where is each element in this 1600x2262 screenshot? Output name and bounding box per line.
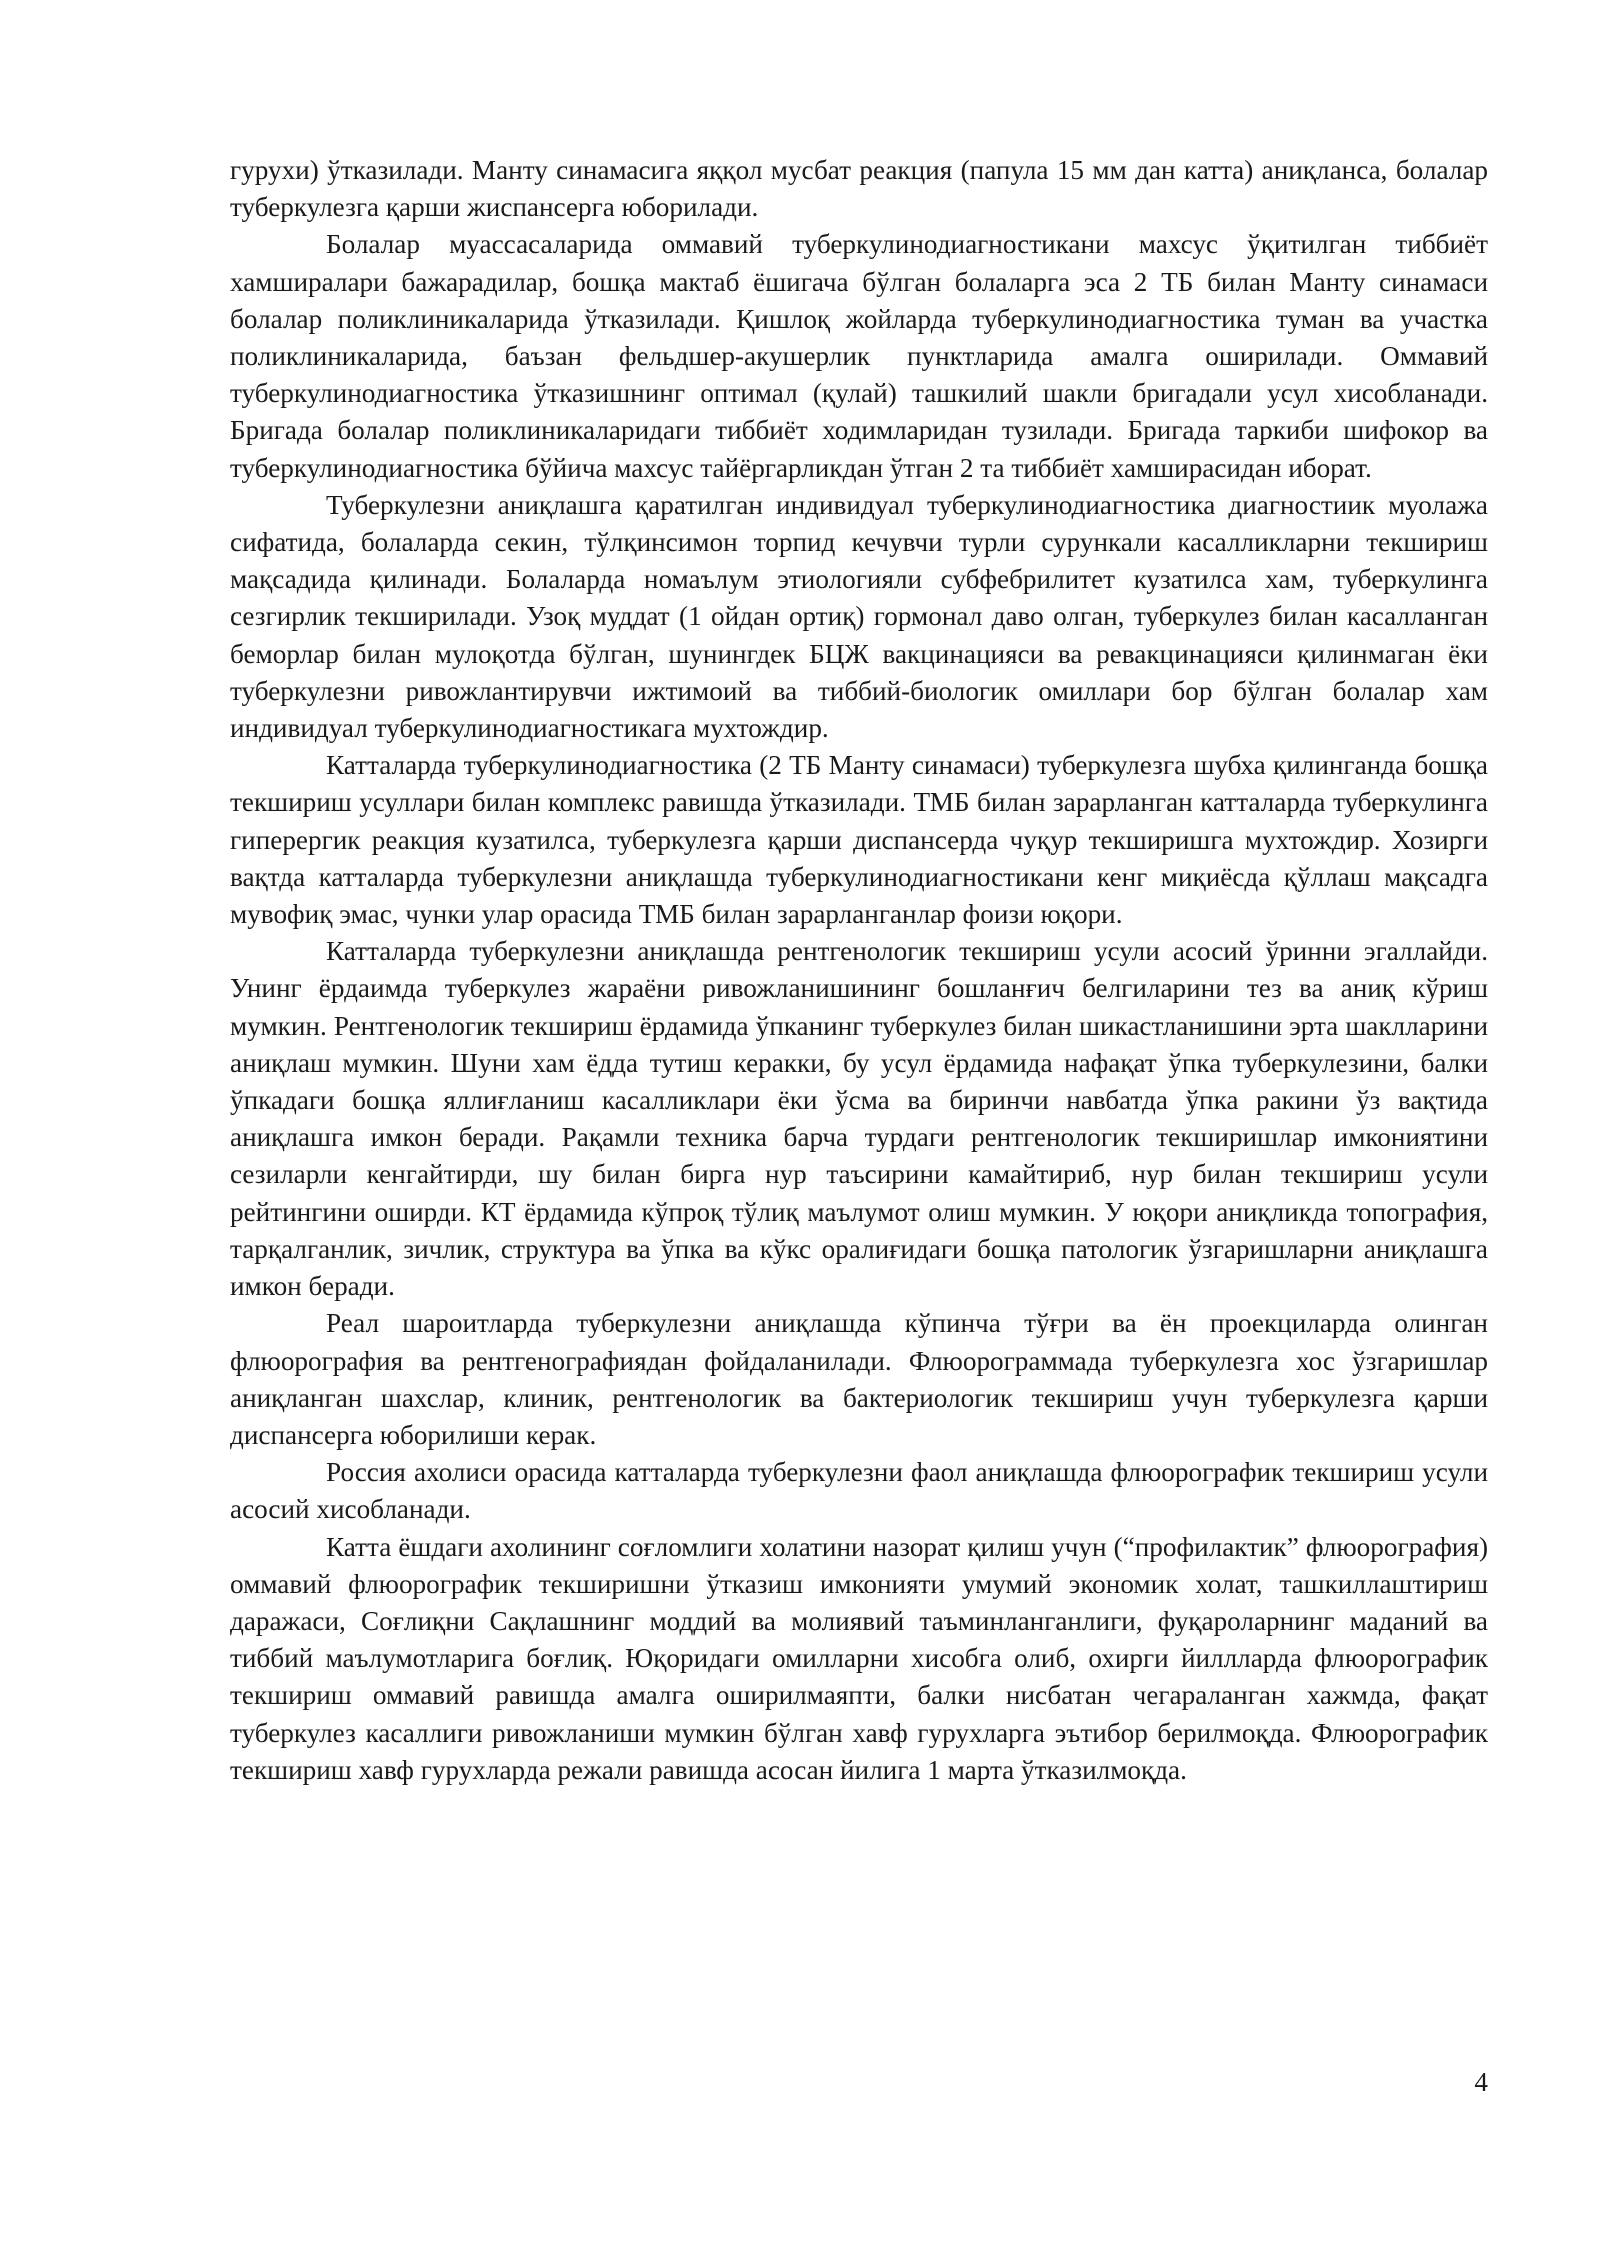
paragraph-adult-tuberculin-diagnostics: Катталарда туберкулинодиагностика (2 ТБ Манту синамаси) туберкулезга шубха қилинганда бошқа текшириш усуллари билан комплекс равишда ўтказилади. ТМБ билан зарарланган катталарда туберкулинга гиперергик реакция кузатилса, туберкулезга қарши диспансерда чуқур текширишга мухтождир. Хозирги вақтда катталарда туберкулезни аниқлашда туберкулинодиагностикани кенг миқиёсда қўллаш мақсадга мувофиқ эмас, чунки улар орасида ТМБ билан зарарланганлар фоизи юқори. <box>230 750 1488 930</box>
paragraph-radiological-examination: Катталарда туберкулезни аниқлашда рентгенологик текшириш усули асосий ўринни эгаллайди. Унинг ёрдаимда туберкулез жараёни ривожланишининг бошланғич белгиларини тез ва аниқ кўриш мумкин. Рентгенологик текшириш ёрдамида ўпканинг туберкулез билан шикастланишини эрта шаклларини аниқлаш мумкин. Шуни хам ёдда тутиш керакки, бу усул ёрдамида нафақат ўпка туберкулезини, балки ўпкадаги бошқа яллиғланиш касалликлари ёки ўсма ва биринчи навбатда ўпка ракини ўз вақтида аниқлашга имкон беради. Рақамли техника барча турдаги рентгенологик текширишлар имкониятини сезиларли кенгайтирди, шу билан бирга нур таъсирини камайтириб, нур билан текшириш усули рейтингини оширди. КТ ёрдамида кўпроқ тўлиқ маълумот олиш мумкин. У юқори аниқликда топография, тарқалганлик, зичлик, структура ва ўпка ва кўкс оралиғидаги бошқа патологик ўзгаришларни аниқлашга имкон беради. <box>230 936 1488 1302</box>
paragraph-preventive-fluorography: Катта ёшдаги ахолининг соғломлиги холатини назорат қилиш учун (“профилактик” флюорография) оммавий флюорографик текширишни ўтказиш имконияти умумий экономик холат, ташкиллаштириш даражаси, Соғлиқни Сақлашнинг моддий ва молиявий таъминланганлиги, фуқароларнинг маданий ва тиббий маълумотларига боғлиқ. Юқоридаги омилларни хисобга олиб, охирги йиллларда флюорографик текшириш оммавий равишда амалга оширилмаяпти, балки нисбатан чегараланган хажмда, фақат туберкулез касаллиги ривожланиши мумкин бўлган хавф гурухларга эътибор берилмоқда. Флюорографик текшириш хавф гурухларда режали равишда асосан йилига 1 марта ўтказилмоқда. <box>230 1531 1488 1785</box>
paragraph-continuation: гурухи) ўтказилади. Манту синамасига яққол мусбат реакция (папула 15 мм дан катта) аниқланса, болалар туберкулезга қарши жиспансерга юборилади. <box>230 155 1488 223</box>
paragraph-russia-fluorography: Россия ахолиси орасида катталарда туберкулезни фаол аниқлашда флюорографик текшириш усули асосий хисобланади. <box>230 1457 1488 1525</box>
body-text <box>230 152 1488 1789</box>
page-number: 4 <box>1474 2067 1488 2097</box>
paragraph-individual-tuberculin-diagnostics: Туберкулезни аниқлашга қаратилган индивидуал туберкулинодиагностика диагностиик муолажа сифатида, болаларда секин, тўлқинсимон торпид кечувчи турли сурункали касалликларни текшириш мақсадида қилинади. Болаларда номаълум этиологияли субфебрилитет кузатилса хам, туберкулинга сезгирлик текширилади. Узоқ муддат (1 ойдан ортиқ) гормонал даво олган, туберкулез билан касалланган беморлар билан мулоқотда бўлган, шунингдек БЦЖ вакцинацияси ва ревакцинацияси қилинмаган ёки туберкулезни ривожлантирувчи ижтимоий ва тиббий-биологик омиллари бор бўлган болалар хам индивидуал туберкулинодиагностикага мухтождир. <box>230 489 1488 744</box>
paragraph-mass-tuberculin-diagnostics: Болалар муассасаларида оммавий туберкулинодиагностикани махсус ўқитилган тиббиёт хамширалари бажарадилар, бошқа мактаб ёшигача бўлган болаларга эса 2 ТБ билан Манту синамаси болалар поликлиникаларида ўтказилади. Қишлоқ жойларда туберкулинодиагностика туман ва участка поликлиникаларида, баъзан фельдшер-акушерлик пунктларида амалга оширилади. Оммавий туберкулинодиагностика ўтказишнинг оптимал (қулай) ташкилий шакли бригадали усул хисобланади. Бригада болалар поликлиникаларидаги тиббиёт ходимларидан тузилади. Бригада таркиби шифокор ва туберкулинодиагностика бўйича махсус тайёргарликдан ўтган 2 та тиббиёт хамширасидан иборат. <box>230 229 1488 483</box>
paragraph-fluorography-practice: Реал шароитларда туберкулезни аниқлашда кўпинча тўғри ва ён проекциларда олинган флюорография ва рентгенографиядан фойдаланилади. Флюорограммада туберкулезга хос ўзгаришлар аниқланган шахслар, клиник, рентгенологик ва бактериологик текшириш учун туберкулезга қарши диспансерга юборилиши керак. <box>230 1308 1488 1450</box>
